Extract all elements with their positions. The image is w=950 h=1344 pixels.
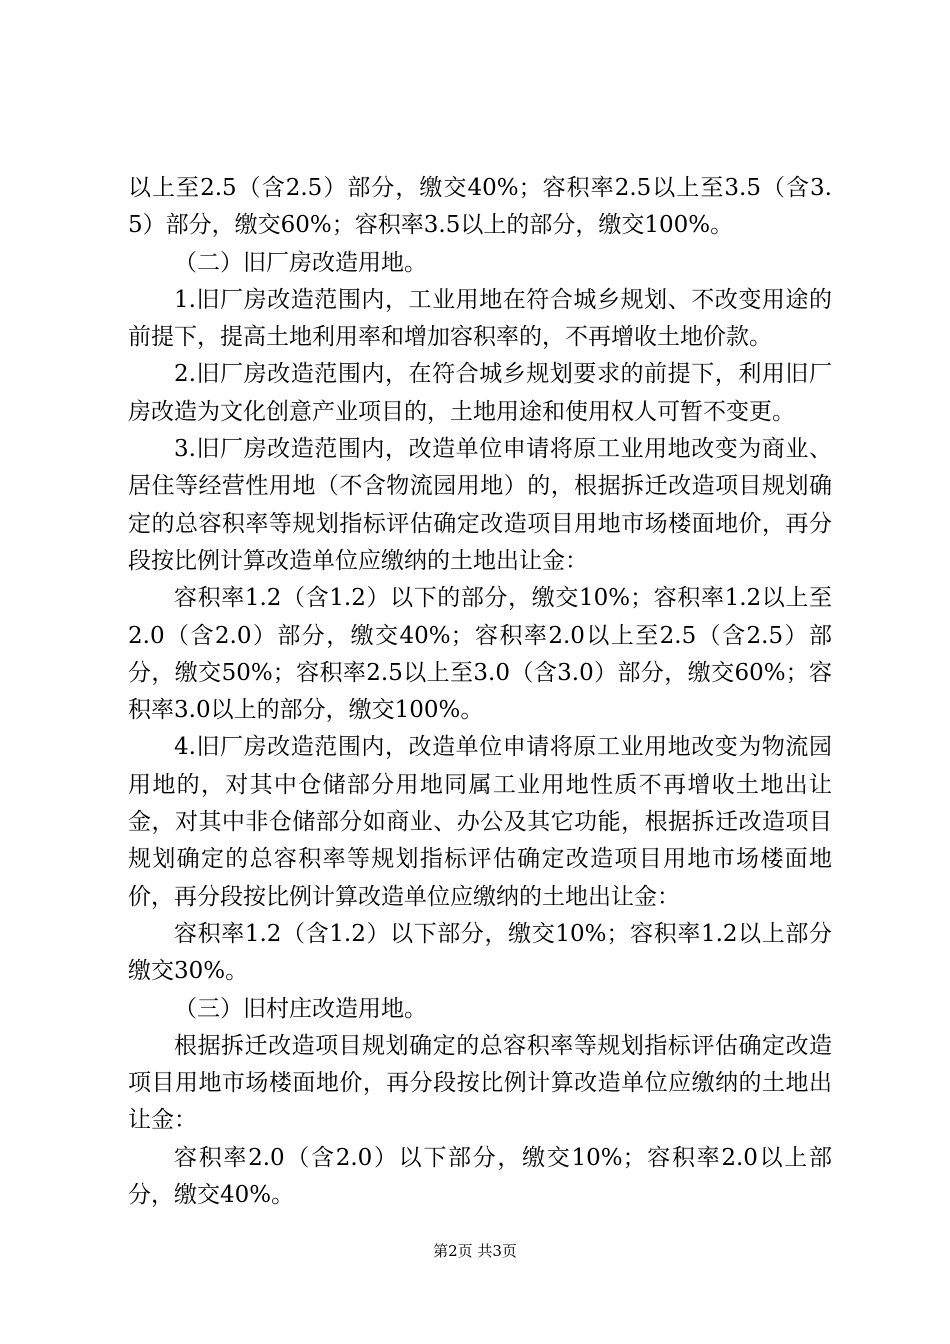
page-number-footer: 第2页 共3页: [433, 1242, 517, 1260]
section-heading-old-factory: （二）旧厂房改造用地。: [174, 249, 427, 276]
paragraph-old-village-rates: 容积率2.0（含2.0）以下部分，缴交10%；容积率2.0以上部分，缴交40%。: [128, 1144, 832, 1209]
paragraph-old-village: 根据拆迁改造项目规划确定的总容积率等规划指标评估确定改造项目用地市场楼面地价，再分段按比例计算改造单位应缴纳的土地出让金：: [128, 1032, 832, 1134]
paragraph-plot-ratio-continuation: 以上至2.5（含2.5）部分，缴交40%；容积率2.5以上至3.5（含3.5）部分，缴交60%；容积率3.5以上的部分，缴交100%。: [128, 175, 832, 239]
paragraph-item-2: 2.旧厂房改造范围内，在符合城乡规划要求的前提下，利用旧厂房改造为文化创意产业项目的，土地用途和使用权人可暂不变更。: [128, 361, 832, 425]
paragraph-item-4: 4.旧厂房改造范围内，改造单位申请将原工业用地改变为物流园用地的，对其中仓储部分用地同属工业用地性质不再增收土地出让金，对其中非仓储部分如商业、办公及其它功能，根据拆迁改造项目规划确定的总容积率等规划指标评估确定改造项目用地市场楼面地价，再分段按比例计算改造单位应缴纳的土地出让金：: [128, 734, 832, 910]
document-body: [128, 170, 832, 1214]
paragraph-item-1: 1.旧厂房改造范围内，工业用地在符合城乡规划、不改变用途的前提下，提高土地利用率和增加容积率的，不再增收土地价款。: [128, 286, 832, 351]
paragraph-item-3: 3.旧厂房改造范围内，改造单位申请将原工业用地改变为商业、居住等经营性用地（不含物流园用地）的，根据拆迁改造项目规划确定的总容积率等规划指标评估确定改造项目用地市场楼面地价，再分段按比例计算改造单位应缴纳的土地出让金：: [128, 436, 832, 574]
section-heading-old-village: （三）旧村庄改造用地。: [174, 995, 427, 1022]
paragraph-item-4-rates: 容积率1.2（含1.2）以下部分，缴交10%；容积率1.2以上部分缴交30%。: [128, 920, 832, 985]
paragraph-item-3-rates: 容积率1.2（含1.2）以下的部分，缴交10%；容积率1.2以上至2.0（含2.0）部分，缴交40%；容积率2.0以上至2.5（含2.5）部分，缴交50%；容积率2.5以上至3.0（含3.0）部分，缴交60%；容积率3.0以上的部分，缴交100%。: [128, 585, 832, 724]
